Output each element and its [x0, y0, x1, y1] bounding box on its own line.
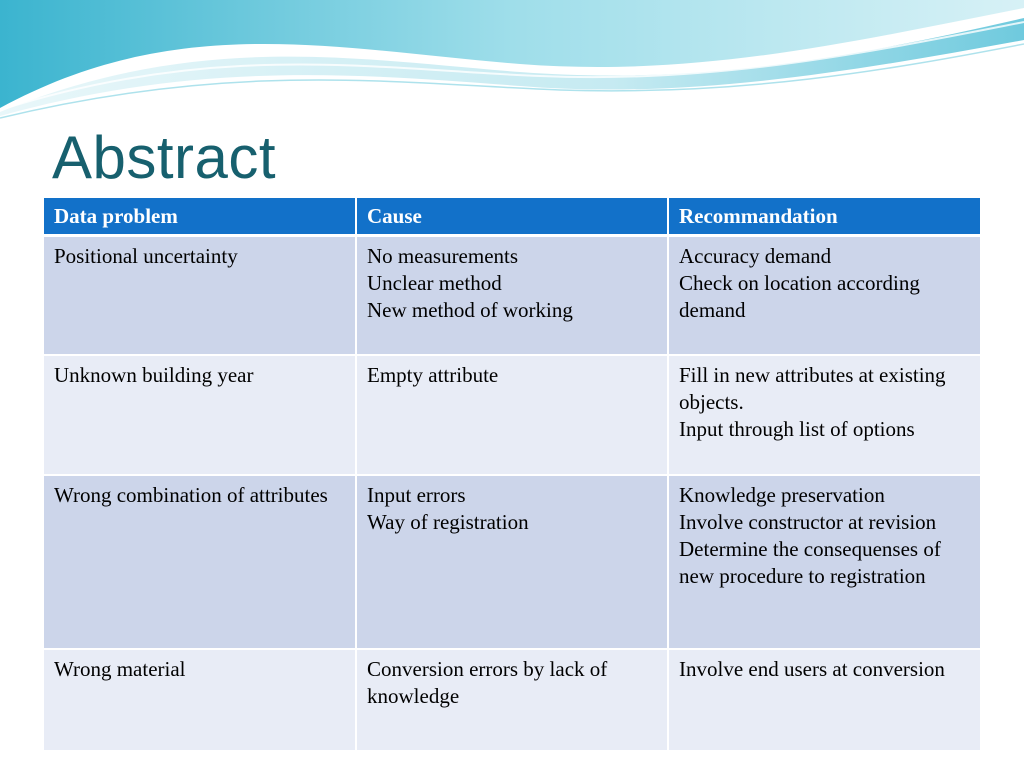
cell-line: Wrong combination of attributes [54, 482, 328, 507]
cell-line: Check on location according demand [679, 271, 920, 322]
cell-line: Unclear method [367, 271, 502, 295]
cell-line: Accuracy demand [679, 244, 832, 268]
cell-line: Way of registration [367, 509, 529, 534]
header-data-problem: Data problem [44, 198, 356, 236]
cell-line: New method of working [367, 298, 573, 322]
header-wave-decoration [0, 0, 1024, 130]
cell-line: Involve constructor at revision [679, 509, 937, 534]
cell-cause [356, 355, 668, 475]
slide-title: Abstract [52, 124, 277, 191]
cell-problem [44, 236, 356, 355]
cell-line: Input errors [367, 482, 466, 507]
cell-problem [44, 649, 356, 751]
table-row [44, 649, 980, 751]
cell-line: Fill in new attributes at existing objects. [679, 362, 946, 414]
cell-line: Determine the consequenses of new procedure to registration [679, 536, 941, 588]
cell-recommendation [668, 355, 980, 475]
table-row [44, 475, 980, 649]
cell-line: Wrong material [54, 656, 186, 681]
cell-recommendation [668, 649, 980, 751]
cell-line: Positional uncertainty [54, 244, 238, 268]
cell-line: Involve end users at conversion [679, 656, 945, 681]
header-recommendation: Recommandation [668, 198, 980, 236]
cell-cause [356, 475, 668, 649]
cell-recommendation [668, 475, 980, 649]
cell-line: Empty attribute [367, 362, 499, 387]
abstract-table [44, 198, 980, 752]
table-row [44, 355, 980, 475]
cell-problem [44, 475, 356, 649]
cell-recommendation [668, 236, 980, 355]
cell-line: Input through list of options [679, 416, 915, 441]
cell-line: Knowledge preservation [679, 482, 885, 507]
table-row [44, 236, 980, 355]
cell-cause [356, 236, 668, 355]
table-header-row [44, 198, 980, 236]
cell-problem [44, 355, 356, 475]
cell-line: Unknown building year [54, 362, 254, 387]
header-cause: Cause [356, 198, 668, 236]
cell-cause [356, 649, 668, 751]
cell-line: Conversion errors by lack of knowledge [367, 656, 608, 708]
cell-line: No measurements [367, 244, 519, 268]
